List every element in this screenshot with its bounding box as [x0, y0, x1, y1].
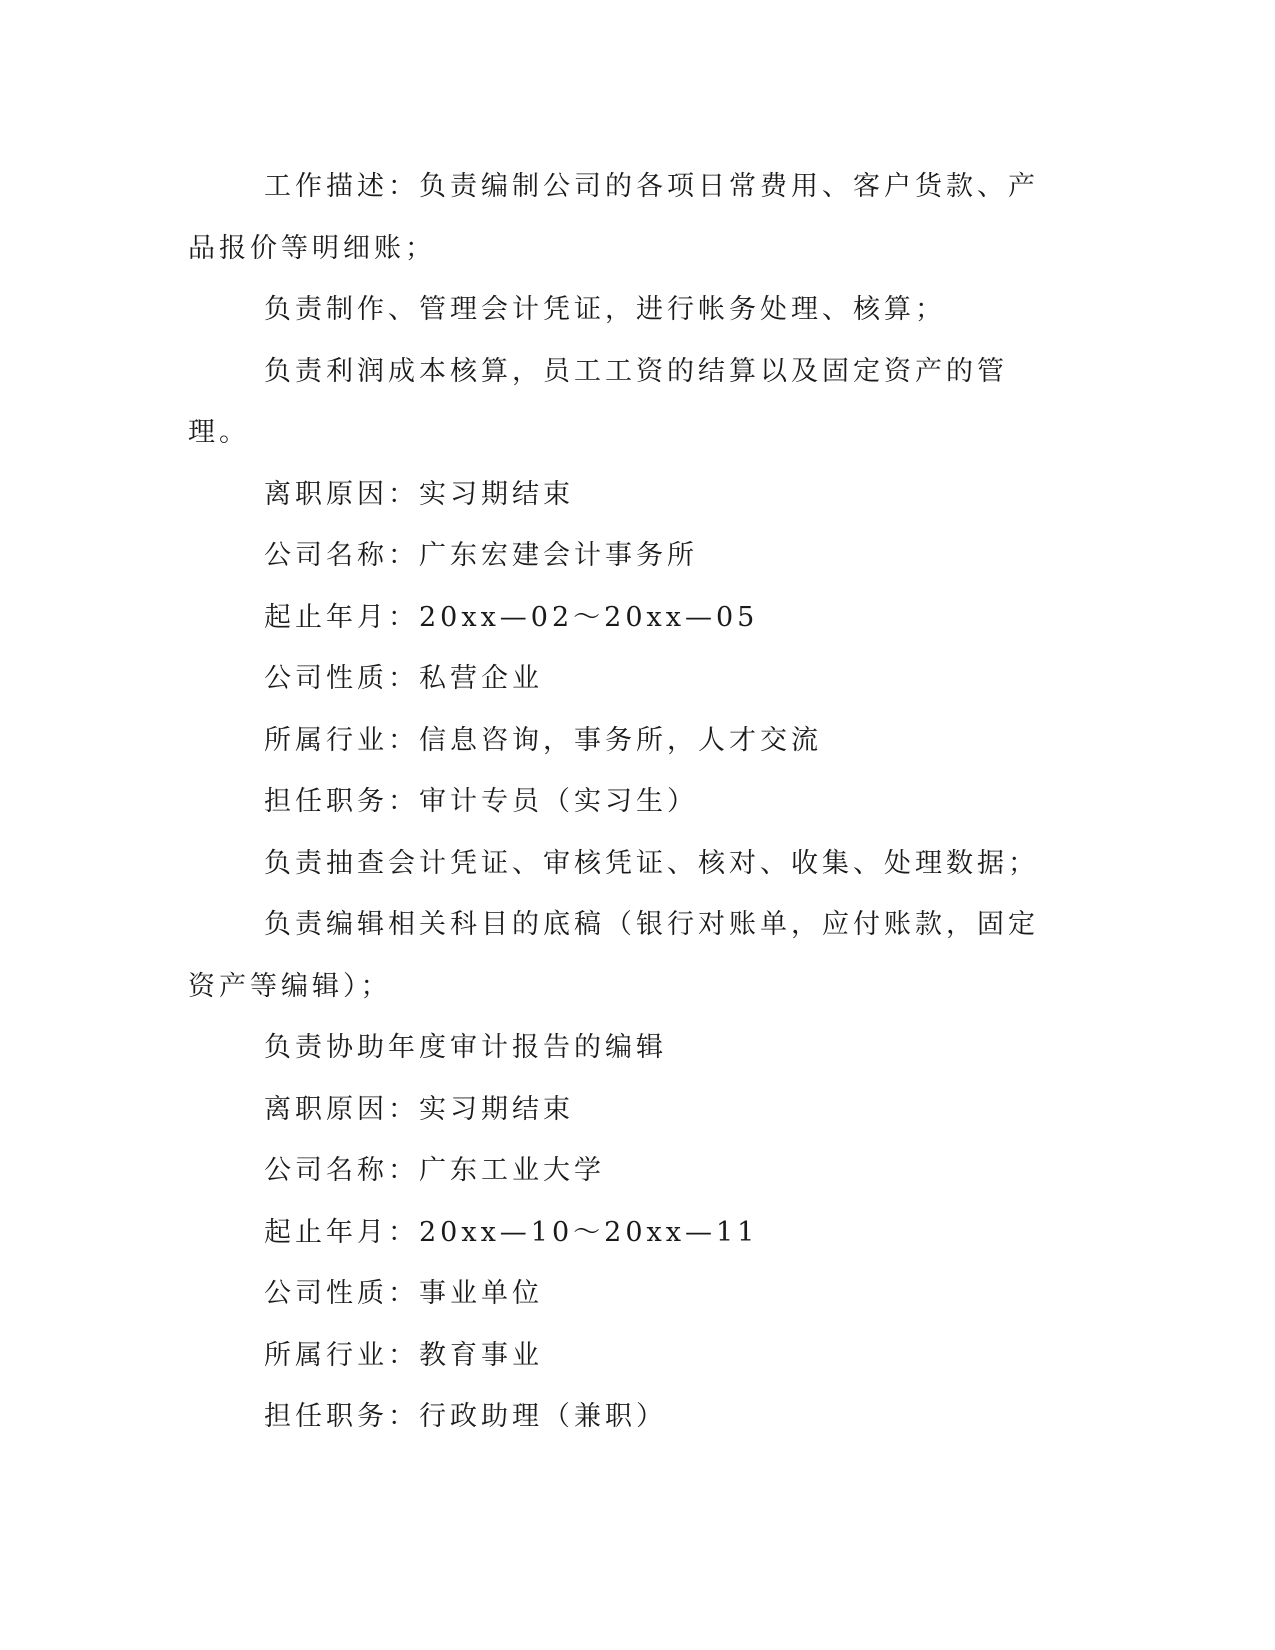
duty-paragraph: 负责抽查会计凭证、审核凭证、核对、收集、处理数据； [264, 847, 1039, 879]
position-line: 担任职务：审计专员（实习生） [264, 786, 698, 817]
job-description-paragraph: 工作描述：负责编制公司的各项日常费用、客户货款、产品报价等明细账； [188, 171, 1039, 264]
company-type-line: 公司性质：私营企业 [264, 663, 543, 694]
company-name-line: 公司名称：广东工业大学 [264, 1155, 605, 1186]
duty-paragraph: 负责编辑相关科目的底稿（银行对账单，应付账款，固定资产等编辑）； [188, 909, 1039, 1002]
period-line: 起止年月：20xx—02～20xx—05 [264, 601, 759, 633]
position-line: 担任职务：行政助理（兼职） [264, 1401, 667, 1432]
leave-reason-line: 离职原因：实习期结束 [264, 1093, 574, 1125]
duty-paragraph: 负责制作、管理会计凭证，进行帐务处理、核算； [264, 294, 946, 325]
period-line: 起止年月：20xx—10～20xx—11 [264, 1216, 759, 1248]
document-body [188, 156, 1068, 1448]
industry-line: 所属行业：教育事业 [264, 1339, 543, 1371]
company-name-line: 公司名称：广东宏建会计事务所 [264, 540, 698, 571]
industry-line: 所属行业：信息咨询，事务所，人才交流 [264, 724, 822, 756]
company-type-line: 公司性质：事业单位 [264, 1278, 543, 1309]
leave-reason-line: 离职原因：实习期结束 [264, 478, 574, 510]
duty-paragraph: 负责协助年度审计报告的编辑 [264, 1032, 667, 1063]
duty-paragraph: 负责利润成本核算，员工工资的结算以及固定资产的管理。 [188, 355, 1008, 448]
